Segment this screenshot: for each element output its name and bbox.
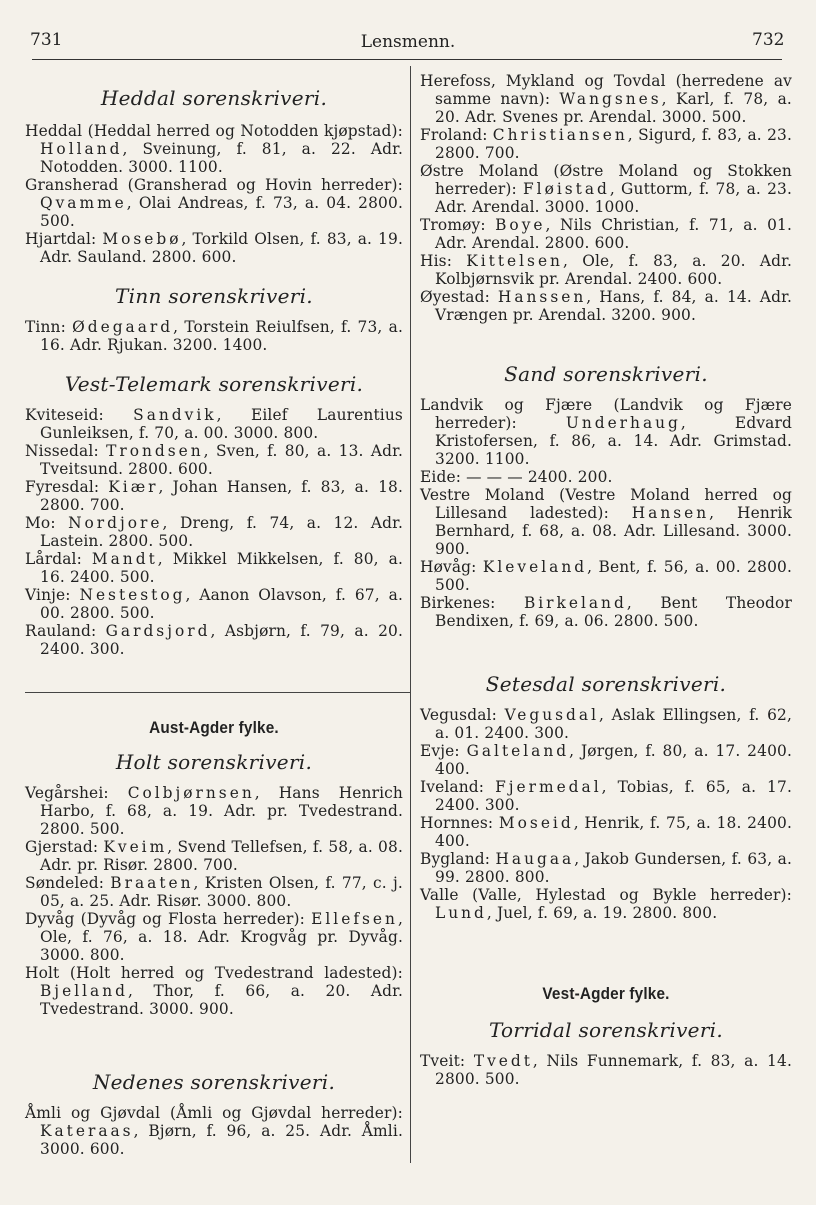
header-rule bbox=[32, 59, 782, 60]
entry: Tveit: Tvedt, Nils Funnemark, f. 83, a. 14. 2800. 500. bbox=[420, 1052, 792, 1088]
section-title: Torridal sorenskriveri. bbox=[488, 1018, 724, 1042]
page-header bbox=[0, 0, 816, 62]
entry: Iveland: Fjermedal, Tobias, f. 65, a. 17. 2400. 300. bbox=[420, 778, 792, 814]
entry: Froland: Christiansen, Sigurd, f. 83, a. 23. 2800. 700. bbox=[420, 126, 792, 162]
column-divider bbox=[410, 66, 411, 1163]
entry: Åmli og Gjøvdal (Åmli og Gjøvdal herreder): Kateraas, Bjørn, f. 96, a. 25. Adr. Åmli. 3000. 600. bbox=[25, 1104, 403, 1158]
entry: Høvåg: Kleveland, Bent, f. 56, a. 00. 2800. 500. bbox=[420, 558, 792, 594]
section-title: Heddal sorenskriveri. bbox=[100, 86, 328, 110]
entry: Tromøy: Boye, Nils Christian, f. 71, a. 01. Adr. Arendal. 2800. 600. bbox=[420, 216, 792, 252]
section-title: Tinn sorenskriveri. bbox=[115, 284, 313, 308]
section-title: Holt sorenskriveri. bbox=[115, 750, 313, 774]
entry: Evje: Galteland, Jørgen, f. 80, a. 17. 2400. 400. bbox=[420, 742, 792, 778]
entry: Hjartdal: Mosebø, Torkild Olsen, f. 83, a. 19. Adr. Sauland. 2800. 600. bbox=[25, 230, 403, 266]
left-column bbox=[25, 72, 403, 1158]
entry: Valle (Valle, Hylestad og Bykle herreder): Lund, Juel, f. 69, a. 19. 2800. 800. bbox=[420, 886, 792, 922]
right-page-number: 732 bbox=[752, 30, 785, 50]
entry: Vinje: Nestestog, Aanon Olavson, f. 67, a. 00. 2800. 500. bbox=[25, 586, 403, 622]
entry: Rauland: Gardsjord, Asbjørn, f. 79, a. 20. 2400. 300. bbox=[25, 622, 404, 658]
county-heading: Aust-Agder fylke. bbox=[149, 718, 279, 737]
entry: Eide: — — — 2400. 200. bbox=[420, 468, 613, 486]
entry: Nissedal: Trondsen, Sven, f. 80, a. 13. Adr. Tveitsund. 2800. 600. bbox=[25, 442, 403, 478]
entry: Vegusdal: Vegusdal, Aslak Ellingsen, f. 62, a. 01. 2400. 300. bbox=[420, 706, 793, 742]
entry: Mo: Nordjore, Dreng, f. 74, a. 12. Adr. Lastein. 2800. 500. bbox=[25, 514, 403, 550]
running-title: Lensmenn. bbox=[360, 32, 456, 52]
entry: Herefoss, Mykland og Tovdal (herredene av samme navn): Wangsnes, Karl, f. 78, a. 20. Adr. Svenes pr. Arendal. 3000. 500. bbox=[420, 72, 792, 126]
section-title: Sand sorenskriveri. bbox=[504, 362, 708, 386]
entry: Tinn: Ødegaard, Torstein Reiulfsen, f. 73, a. 16. Adr. Rjukan. 3200. 1400. bbox=[25, 318, 403, 354]
entry: His: Kittelsen, Ole, f. 83, a. 20. Adr. Kolbjørnsvik pr. Arendal. 2400. 600. bbox=[420, 252, 793, 288]
entry: Lårdal: Mandt, Mikkel Mikkelsen, f. 80, a. 16. 2400. 500. bbox=[25, 550, 404, 586]
entry: Gransherad (Gransherad og Hovin herreder): Qvamme, Olai Andreas, f. 73, a. 04. 2800. 500. bbox=[25, 176, 403, 230]
left-page-number: 731 bbox=[30, 30, 63, 50]
entry: Søndeled: Braaten, Kristen Olsen, f. 77, c. j. 05, a. 25. Adr. Risør. 3000. 800. bbox=[25, 874, 403, 910]
section-title: Vest-Telemark sorenskriveri. bbox=[64, 372, 364, 396]
section-title: Nedenes sorenskriveri. bbox=[92, 1070, 336, 1094]
entry: Heddal (Heddal herred og Notodden kjøpstad): Holland, Sveinung, f. 81, a. 22. Adr. Notodden. 3000. 1100. bbox=[25, 122, 403, 176]
entry: Bygland: Haugaa, Jakob Gundersen, f. 63, a. 99. 2800. 800. bbox=[420, 850, 792, 886]
entry: Fyresdal: Kiær, Johan Hansen, f. 83, a. 18. 2800. 700. bbox=[25, 478, 403, 514]
entry: Vestre Moland (Vestre Moland herred og Lillesand ladested): Hansen, Henrik Bernhard, f. 68, a. 08. Adr. Lillesand. 3000. 900. bbox=[420, 486, 792, 558]
section-title: Setesdal sorenskriveri. bbox=[485, 672, 727, 696]
county-heading: Vest-Agder fylke. bbox=[542, 984, 670, 1003]
entry: Hornnes: Moseid, Henrik, f. 75, a. 18. 2400. 400. bbox=[420, 814, 792, 850]
entry: Vegårshei: Colbjørnsen, Hans Henrich Harbo, f. 68, a. 19. Adr. pr. Tvedestrand. 2800. 500. bbox=[25, 784, 403, 838]
entry: Øyestad: Hanssen, Hans, f. 84, a. 14. Adr. Vrængen pr. Arendal. 3200. 900. bbox=[420, 288, 792, 324]
entry: Landvik og Fjære (Landvik og Fjære herreder): Underhaug, Edvard Kristofersen, f. 86, a. 14. Adr. Grimstad. 3200. 1100. bbox=[420, 396, 792, 468]
entry: Kviteseid: Sandvik, Eilef Laurentius Gunleiksen, f. 70, a. 00. 3000. 800. bbox=[25, 406, 403, 442]
entry: Birkenes: Birkeland, Bent Theodor Bendixen, f. 69, a. 06. 2800. 500. bbox=[420, 594, 792, 630]
entry: Holt (Holt herred og Tvedestrand ladested): Bjelland, Thor, f. 66, a. 20. Adr. Tvedestrand. 3000. 900. bbox=[25, 964, 403, 1018]
entry: Østre Moland (Østre Moland og Stokken herreder): Fløistad, Guttorm, f. 78, a. 23. Adr. Arendal. 3000. 1000. bbox=[420, 162, 792, 216]
entry: Dyvåg (Dyvåg og Flosta herreder): Ellefsen, Ole, f. 76, a. 18. Adr. Krogvåg pr. Dyvåg. 3000. 800. bbox=[25, 910, 403, 964]
right-column bbox=[420, 72, 792, 1088]
entry: Gjerstad: Kveim, Svend Tellefsen, f. 58, a. 08. Adr. pr. Risør. 2800. 700. bbox=[25, 838, 403, 874]
